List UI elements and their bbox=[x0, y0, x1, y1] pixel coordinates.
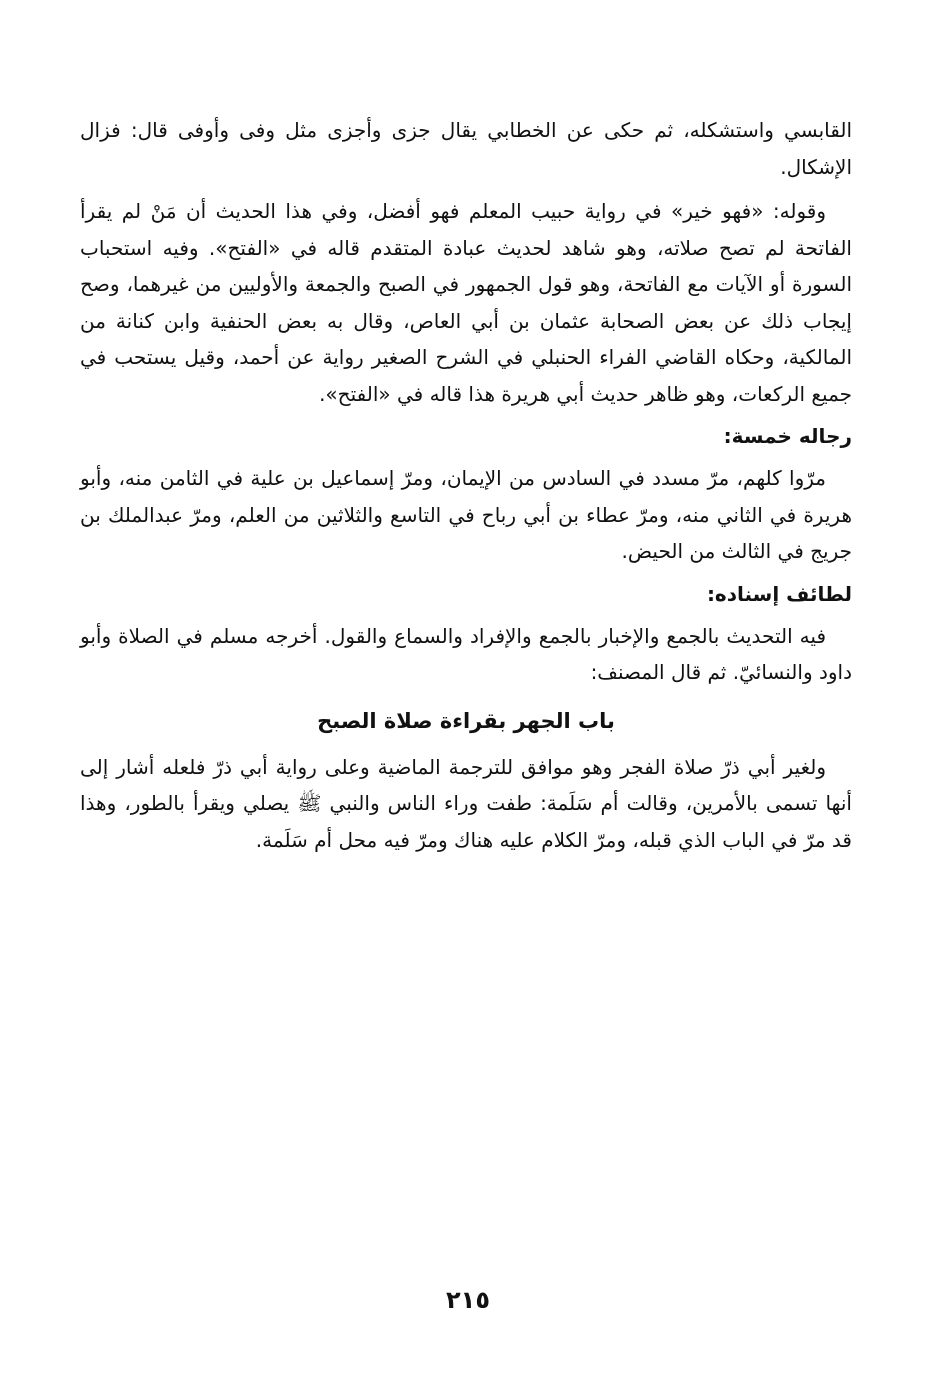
section-heading-isnad: لطائف إسناده: bbox=[706, 581, 852, 606]
paragraph-continuation: القابسي واستشكله، ثم حكى عن الخطابي يقال جزى وأجزى مثل وفى وأوفى قال: فزال الإشكال. bbox=[80, 118, 852, 179]
paragraph-narrators: مرّوا كلهم، مرّ مسدد في السادس من الإيمان، ومرّ إسماعيل بن علية في الثامن منه، وأبو هريرة في الثاني منه، ومرّ عطاء بن أبي رباح في التاسع والثلاثين من العلم، ومرّ عبدالملك بن جريج في الثالث من الحيض. bbox=[80, 466, 852, 563]
paragraph-isnad: فيه التحديث بالجمع والإخبار بالجمع والإفراد والسماع والقول. أخرجه مسلم في الصلاة وأبو داود والنسائيّ. ثم قال المصنف: bbox=[80, 623, 852, 684]
paragraph-commentary: وقوله: «فهو خير» في رواية حبيب المعلم فهو أفضل، وفي هذا الحديث أن مَنْ لم يقرأ الفاتحة لم تصح صلاته، وهو شاهد لحديث عبادة المتقدم قاله في «الفتح». وفيه استحباب السورة أو الآيات مع الفاتحة، وهو قول الجمهور في الصبح والجمعة والأوليين من غيرهما، وصح إيجاب ذلك عن بعض الصحابة عثمان بن أبي العاص، وقال به بعض الحنفية وابن كنانة من المالكية، وحكاه القاضي الفراء الحنبلي في الشرح الصغير رواية عن أحمد، وقيل يستحب في جميع الركعات، وهو ظاهر حديث أبي هريرة هذا قاله في «الفتح». bbox=[80, 199, 852, 406]
chapter-title: باب الجهر بقراءة صلاة الصبح bbox=[317, 708, 615, 733]
paragraph-chapter-body: ولغير أبي ذرّ صلاة الفجر وهو موافق للترجمة الماضية وعلى رواية أبي ذرّ فلعله أشار إلى أنها تسمى بالأمرين، وقالت أم سَلَمة: طفت وراء الناس والنبي ﷺ يصلي ويقرأ بالطور، وهذا قد مرّ في الباب الذي قبله، ومرّ الكلام عليه هناك ومرّ فيه محل أم سَلَمة. bbox=[80, 754, 852, 852]
page-number: ٢١٥ bbox=[446, 1286, 490, 1314]
page-content bbox=[80, 112, 852, 858]
section-heading-narrators: رجاله خمسة: bbox=[723, 424, 852, 448]
